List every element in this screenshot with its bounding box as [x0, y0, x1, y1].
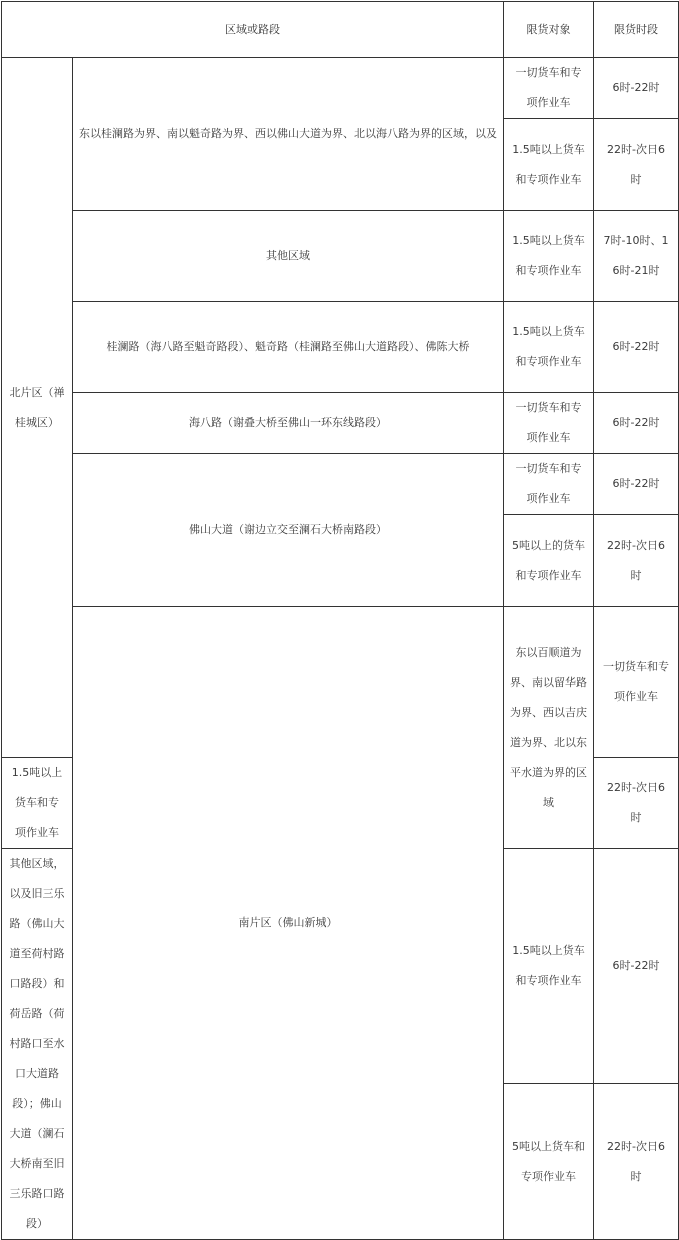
header-row: [2, 2, 679, 58]
time-cell: 22时-次日6时: [594, 1084, 679, 1240]
time-cell: 6时-22时: [594, 302, 679, 393]
header-time: 限货时段: [594, 2, 679, 58]
area-cell: 其他区域，以及旧三乐路（佛山大道至荷村路口路段）和荷岳路（荷村路口至水口大道路段）；佛山大道（澜石大桥南至旧三乐路口路段）: [2, 849, 73, 1240]
target-cell: 1.5吨以上货车和专项作业车: [504, 211, 594, 302]
area-cell: 桂澜路（海八路至魁奇路段）、魁奇路（桂澜路至佛山大道路段）、佛陈大桥: [73, 302, 504, 393]
target-cell: 5吨以上货车和专项作业车: [504, 1084, 594, 1240]
time-cell: 22时-次日6时: [594, 515, 679, 607]
target-cell: 1.5吨以上货车和专项作业车: [504, 119, 594, 211]
target-cell: 1.5吨以上货车和专项作业车: [504, 849, 594, 1084]
area-cell: 海八路（谢叠大桥至佛山一环东线路段）: [73, 393, 504, 454]
time-cell: 6时-22时: [594, 393, 679, 454]
target-cell: 5吨以上的货车和专项作业车: [504, 515, 594, 607]
target-cell: 一切货车和专项作业车: [594, 607, 679, 758]
time-cell: 6时-22时: [594, 849, 679, 1084]
restriction-table: [1, 1, 679, 1240]
header-area: 区域或路段: [2, 2, 504, 58]
target-cell: 一切货车和专项作业车: [504, 58, 594, 119]
table-row: [2, 302, 679, 393]
zone-north: 北片区（禅桂城区）: [2, 58, 73, 758]
area-cell: 东以百顺道为界、南以留华路为界、西以吉庆道为界、北以东平水道为界的区域: [504, 607, 594, 849]
area-cell: 东以桂澜路为界、南以魁奇路为界、西以佛山大道为界、北以海八路为界的区域，以及: [73, 58, 504, 211]
time-cell: 22时-次日6时: [594, 119, 679, 211]
table-row: [2, 393, 679, 454]
time-cell: 7时-10时、16时-21时: [594, 211, 679, 302]
table-row: [2, 211, 679, 302]
header-target: 限货对象: [504, 2, 594, 58]
area-cell: 其他区域: [73, 211, 504, 302]
time-cell: 22时-次日6时: [594, 758, 679, 849]
table-row: [2, 454, 679, 515]
target-cell: 一切货车和专项作业车: [504, 454, 594, 515]
table-row: [2, 607, 679, 758]
target-cell: 一切货车和专项作业车: [504, 393, 594, 454]
zone-south: 南片区（佛山新城）: [73, 607, 504, 1240]
time-cell: 6时-22时: [594, 454, 679, 515]
time-cell: 6时-22时: [594, 58, 679, 119]
target-cell: 1.5吨以上货车和专项作业车: [504, 302, 594, 393]
target-cell: 1.5吨以上货车和专项作业车: [2, 758, 73, 849]
table-row: [2, 58, 679, 119]
area-cell: 佛山大道（谢边立交至澜石大桥南路段）: [73, 454, 504, 607]
